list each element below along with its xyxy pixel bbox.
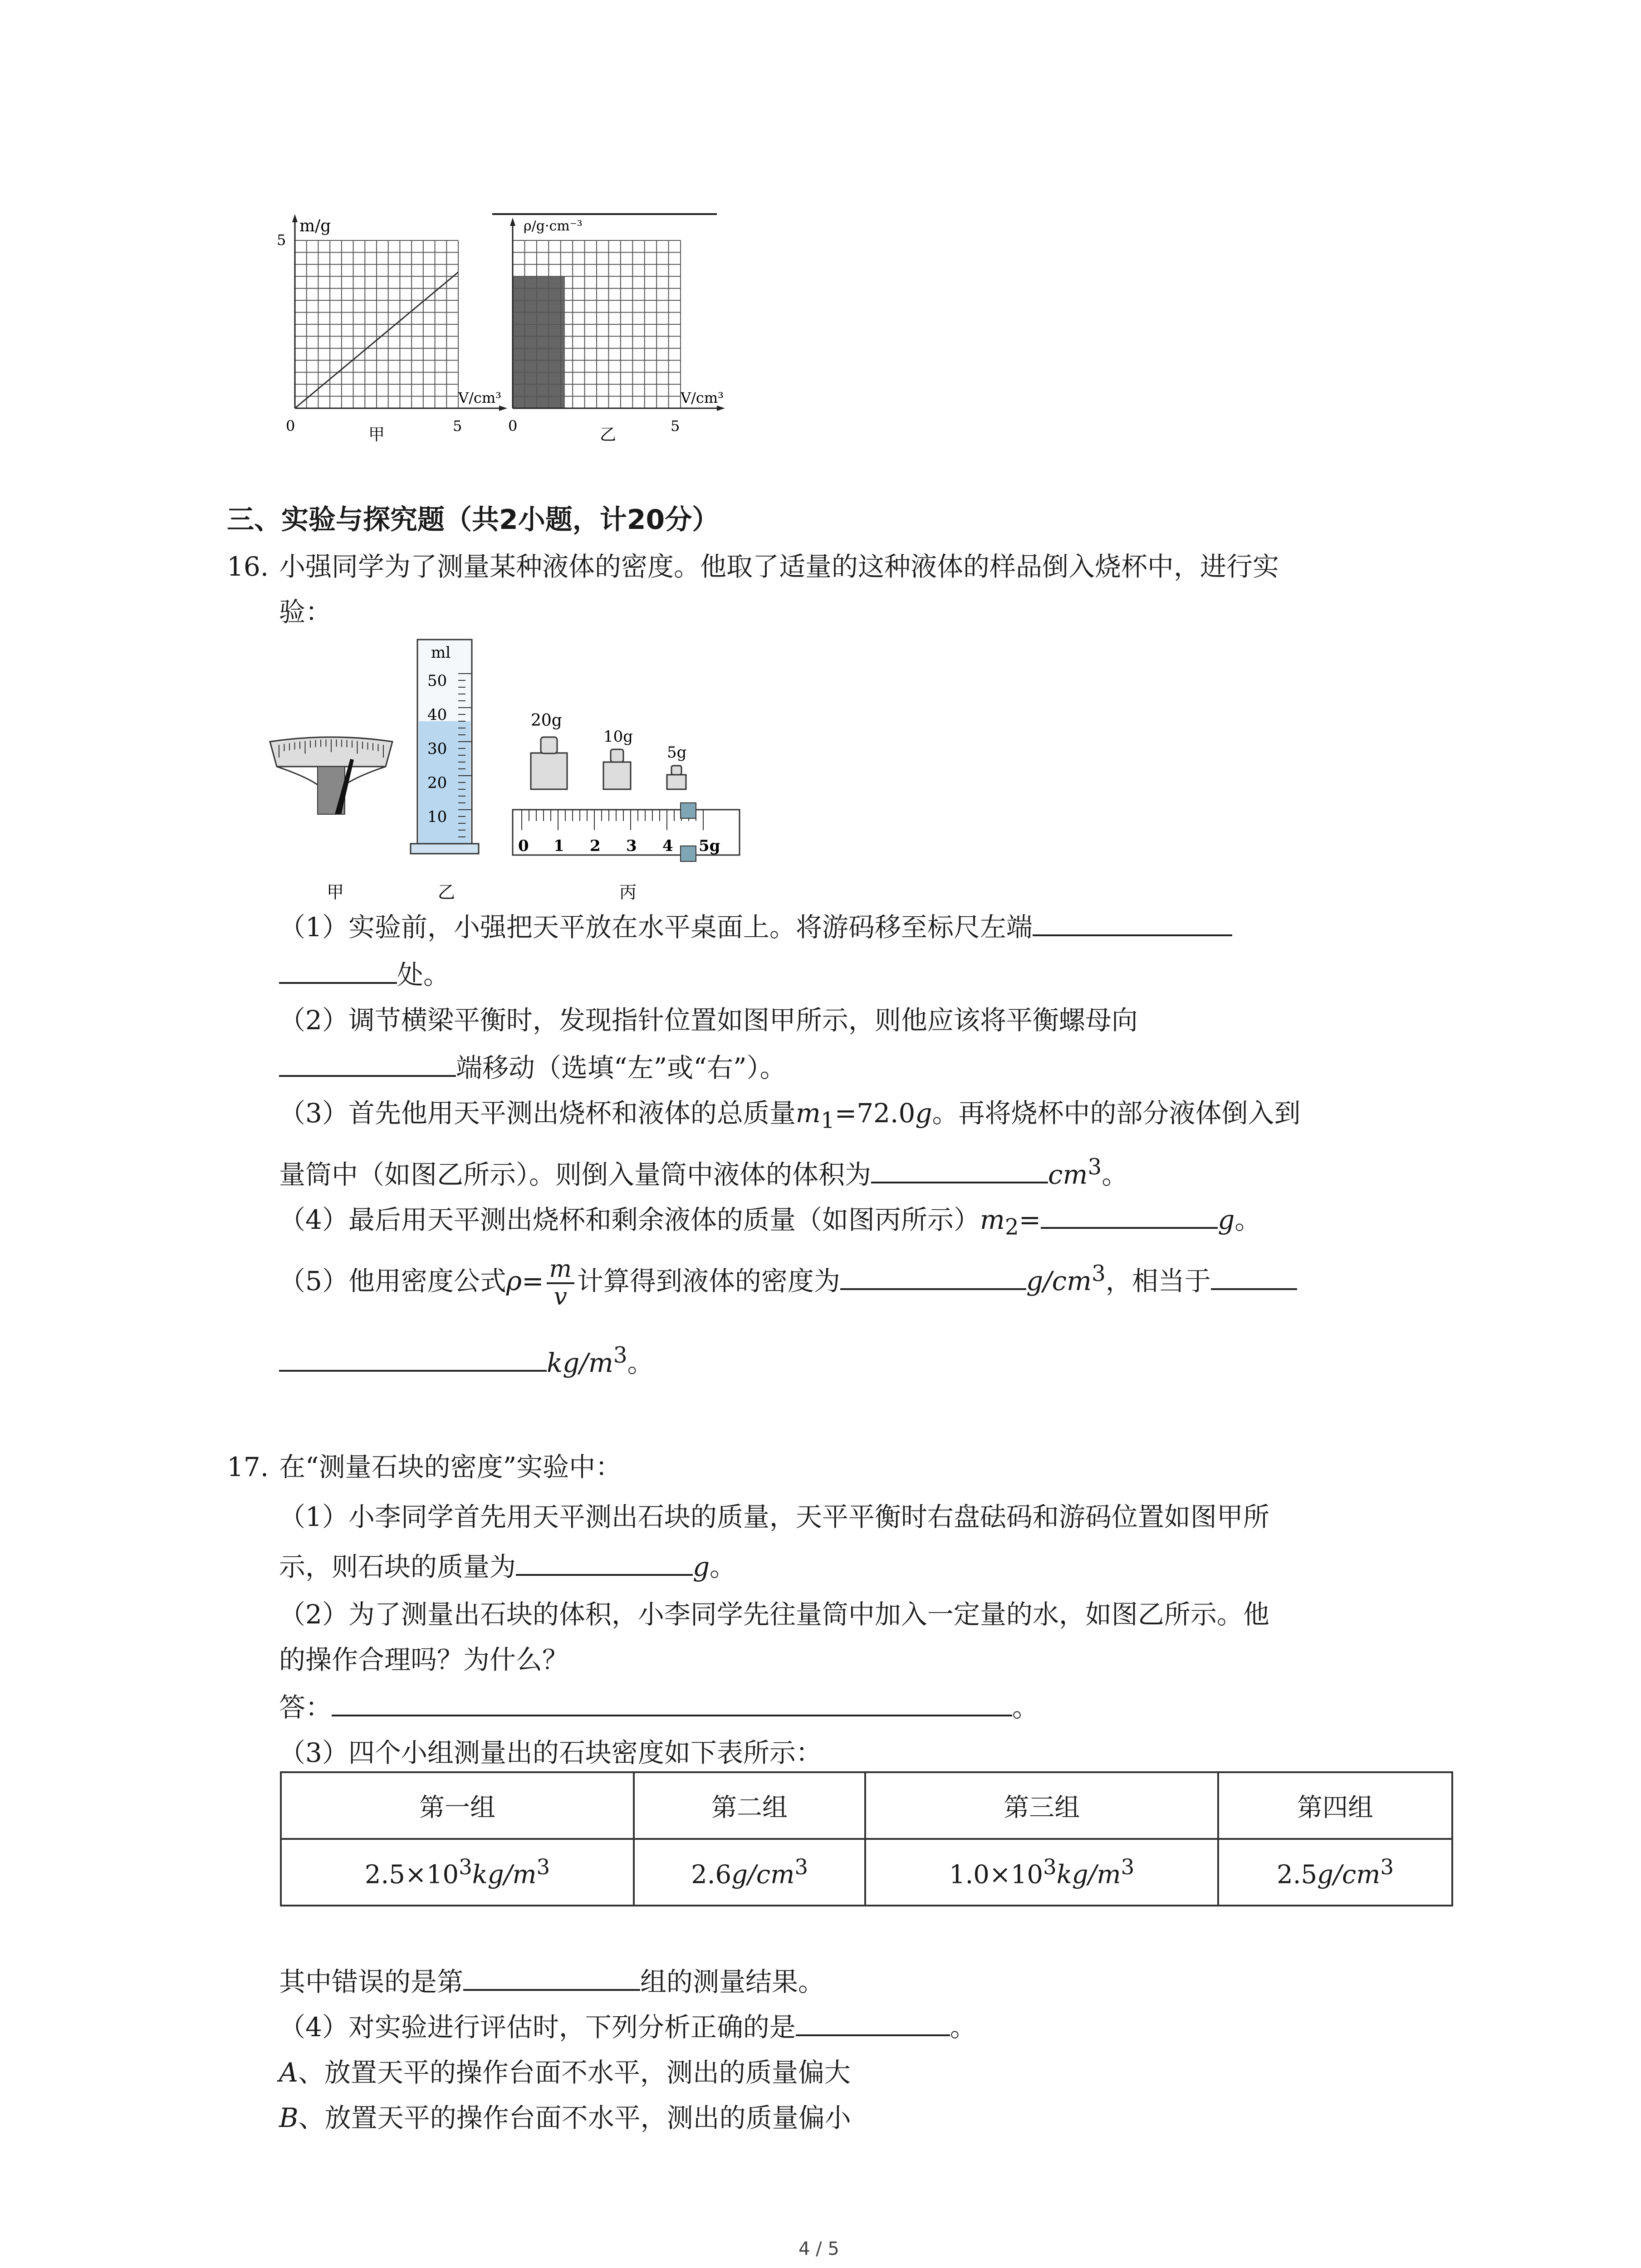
cell-unit: g/cm	[731, 1860, 795, 1890]
q16-part5-unit2: kg/m	[547, 1347, 613, 1378]
cell-value: 1.0×10	[949, 1860, 1043, 1890]
q16-part3-m1: m	[795, 1098, 821, 1129]
table-header-cell: 第一组	[281, 1772, 634, 1839]
q16-part1-blank-cont[interactable]	[279, 982, 397, 984]
q17-part3-after	[279, 1966, 824, 1998]
q16-part1-end: 处。	[397, 959, 450, 990]
q17-stem: 在“测量石块的密度”实验中：	[279, 1452, 622, 1482]
scale-tick-5g: 5g	[699, 837, 720, 855]
graph-yi-y-label: ρ/g·cm⁻³	[524, 218, 583, 234]
q16-part5-blank2[interactable]	[1211, 1288, 1297, 1290]
q16-part4-unit-g: g	[1218, 1204, 1235, 1235]
weight-10g-label: 10g	[603, 728, 633, 746]
q16-part5-blank2-cont[interactable]	[279, 1369, 547, 1372]
weights-and-scale	[513, 711, 740, 861]
q17-part1-text2: 示，则石块的质量为	[279, 1551, 516, 1582]
table-header-cell: 第二组	[634, 1772, 865, 1839]
q16-part5-text3: ，相当于	[1105, 1266, 1211, 1297]
q17-part4-blank[interactable]	[796, 2034, 950, 2036]
graph-yi-y-arrow	[510, 218, 515, 226]
q17-part1-blank[interactable]	[516, 1574, 693, 1576]
measuring-cylinder	[411, 640, 479, 854]
table-header-cell: 第四组	[1218, 1772, 1452, 1839]
graph-yi-caption: 乙	[600, 425, 617, 444]
q16-fig-caption-jia: 甲	[327, 882, 344, 902]
graph-yi-shaded-area	[513, 277, 565, 408]
cylinder-unit: ml	[431, 644, 451, 662]
weight-10g	[603, 762, 631, 789]
cell-unit-sup: 3	[794, 1855, 808, 1880]
q16-part5-frac-num: m	[547, 1256, 574, 1284]
q16-part4	[279, 1204, 1261, 1241]
cell-unit: kg/m	[472, 1860, 537, 1890]
cell-unit-sup: 3	[536, 1855, 550, 1880]
q16-part4-m2-sub: 2	[1004, 1214, 1019, 1240]
page-number: 4 / 5	[798, 2239, 839, 2259]
graph-jia-y-label: m/g	[299, 217, 331, 235]
cylinder-tick-20: 20	[427, 774, 447, 792]
q16-part5-blank1[interactable]	[840, 1288, 1026, 1290]
q16-part3-text: （3）首先他用天平测出烧杯和液体的总质量	[279, 1098, 796, 1129]
q16-part4-end: 。	[1234, 1204, 1261, 1235]
q16-stem-line1: 小强同学为了测量某种液体的密度。他取了适量的这种液体的样品倒入烧杯中，进行实	[279, 551, 1279, 582]
section-title: 三、实验与探究题（共2小题，计20分）	[227, 504, 720, 536]
q17-option-b	[279, 2102, 851, 2134]
cell-unit: g/cm	[1317, 1860, 1381, 1890]
cell-exp: 3	[1043, 1855, 1057, 1880]
cylinder-tick-10: 10	[427, 808, 447, 826]
q16-part3-text2: 。再将烧杯中的部分液体倒入到	[932, 1098, 1301, 1129]
graph-jia-grid	[295, 240, 458, 408]
graph-jia-y-arrow	[292, 214, 298, 222]
q17-part4-text: （4）对实验进行评估时，下列分析正确的是	[279, 2012, 796, 2043]
q16-part5-unit: g/cm	[1026, 1266, 1092, 1297]
q17-part2: （2）为了测量出石块的体积，小李同学先往量筒中加入一定量的水，如图乙所示。他	[279, 1599, 1269, 1630]
q16-fig-caption-yi: 乙	[438, 882, 456, 902]
graph-jia-caption: 甲	[368, 425, 385, 444]
density-results-table	[280, 1771, 1453, 1906]
q16-part3	[279, 1098, 1301, 1134]
graph-jia-y-max: 5	[277, 231, 286, 249]
cell-value: 2.5	[1277, 1860, 1318, 1890]
q16-part3-value: =72.0	[834, 1098, 916, 1129]
balance-pointer-dial	[270, 737, 392, 814]
q16-part3-text3: 量筒中（如图乙所示）。则倒入量筒中液体的体积为	[279, 1159, 872, 1190]
q16-part1	[279, 912, 1232, 943]
rider-bottom	[681, 846, 696, 861]
q16-part5-cont	[279, 1343, 654, 1379]
cell-unit-sup: 3	[1121, 1855, 1135, 1880]
cell-value: 2.6	[691, 1860, 732, 1890]
q16-part3-unit-cm: cm	[1048, 1159, 1088, 1190]
q16-stem-line2: 验：	[279, 596, 332, 627]
q16-part3-m1-sub: 1	[820, 1108, 835, 1134]
table-cell-group4	[1218, 1839, 1452, 1906]
q16-part3-end: 。	[1102, 1159, 1128, 1190]
table-cell-group3	[865, 1839, 1218, 1906]
q17-part3: （3）四个小组测量出的石块密度如下表所示：	[279, 1737, 822, 1768]
graph-yi-x-label: V/cm³	[681, 389, 724, 406]
q16-part3-unit-g: g	[915, 1098, 932, 1129]
weight-5g	[667, 775, 686, 789]
weight-5g-label: 5g	[667, 743, 687, 762]
q16-part5-frac-den: v	[554, 1283, 567, 1311]
q16-part5-unit-sup: 3	[1092, 1261, 1106, 1286]
scale-tick-4: 4	[662, 837, 673, 855]
q16-part4-blank[interactable]	[1041, 1227, 1218, 1229]
option-b-text: 、放置天平的操作台面不水平，测出的质量偏小	[298, 2102, 851, 2133]
q17-part4-end: 。	[950, 2012, 976, 2043]
q16-part5-text2: 计算得到液体的密度为	[577, 1266, 840, 1297]
q17-part2-answer-label: 答：	[279, 1692, 332, 1723]
q16-part5-unit2-sup: 3	[613, 1343, 627, 1368]
scale-tick-2: 2	[590, 837, 601, 855]
q17-part1-end: 。	[710, 1551, 736, 1582]
cell-unit-sup: 3	[1380, 1855, 1394, 1880]
q16-part5-text: （5）他用密度公式	[279, 1266, 506, 1297]
cell-value: 2.5×10	[364, 1860, 459, 1890]
q17-number: 17.	[227, 1452, 269, 1482]
graph-yi-x-max: 5	[671, 417, 680, 435]
table-header-cell: 第三组	[865, 1772, 1218, 1839]
table-cell-group2	[634, 1839, 865, 1906]
option-b-letter: B	[279, 2102, 299, 2133]
q16-part2-cont	[279, 1052, 786, 1084]
cell-unit: kg/m	[1056, 1860, 1121, 1890]
q17-part3-after-text: 其中错误的是第	[279, 1966, 464, 1997]
cylinder-tick-30: 30	[427, 740, 447, 758]
q16-part3-unit-sup: 3	[1087, 1154, 1102, 1180]
cell-exp: 3	[459, 1855, 472, 1880]
q16-figure	[268, 631, 762, 912]
q16-part4-m2: m	[980, 1204, 1005, 1235]
graph-yi	[481, 200, 744, 454]
q16-part4-text: （4）最后用天平测出烧杯和剩余液体的质量（如图丙所示）	[279, 1204, 980, 1235]
q16-part3-blank[interactable]	[871, 1181, 1048, 1183]
q17-part3-blank[interactable]	[463, 1989, 640, 1991]
q17-part4	[279, 2012, 976, 2043]
q17-part2-cont: 的操作合理吗？为什么？	[279, 1644, 569, 1675]
q17-part1-cont	[279, 1551, 736, 1583]
scale-tick-1: 1	[554, 837, 564, 855]
graph-yi-origin: 0	[508, 417, 518, 435]
q16-part2-end: 端移动（选填“左”或“右”）。	[456, 1052, 786, 1083]
q16-part5-rho: ρ=	[506, 1266, 544, 1297]
q17-part1-unit-g: g	[693, 1551, 710, 1582]
q17-part2-answer	[279, 1692, 1038, 1724]
table-row	[281, 1839, 1452, 1906]
scale-tick-3: 3	[626, 837, 637, 855]
cylinder-tick-40: 40	[427, 706, 447, 724]
table-cell-group1	[281, 1839, 634, 1906]
scale-tick-0: 0	[518, 837, 529, 855]
q17-part2-blank[interactable]	[332, 1714, 1012, 1716]
graph-jia-x-max: 5	[453, 417, 462, 435]
q16-part4-eq: =	[1019, 1204, 1041, 1235]
q16-fig-caption-bing: 丙	[619, 882, 637, 902]
q16-part2-blank[interactable]	[279, 1075, 456, 1077]
q17-part2-end: 。	[1012, 1692, 1039, 1723]
q17-part3-after-end: 组的测量结果。	[640, 1966, 825, 1997]
q16-part3-cont	[279, 1154, 1128, 1191]
q16-part1-blank[interactable]	[1033, 934, 1232, 936]
graph-jia-x-label: V/cm³	[458, 389, 501, 406]
table-header-row	[281, 1772, 1452, 1839]
q16-part5-end: 。	[627, 1347, 654, 1378]
q16-part2: （2）调节横梁平衡时，发现指针位置如图甲所示，则他应该将平衡螺母向	[279, 1005, 1138, 1036]
q17-part1: （1）小李同学首先用天平测出石块的质量，天平平衡时右盘砝码和游码位置如图甲所	[279, 1501, 1269, 1532]
q16-part1-cont	[279, 959, 450, 991]
q16-part5	[279, 1256, 1297, 1310]
weight-20g-label: 20g	[531, 711, 562, 730]
weight-20g	[531, 753, 567, 789]
q16-number: 16.	[227, 551, 269, 582]
graph-jia-origin: 0	[286, 417, 295, 435]
option-a-letter: A	[279, 2057, 298, 2088]
q17-option-a	[279, 2057, 851, 2089]
q16-part1-text: （1）实验前，小强把天平放在水平桌面上。将游码移至标尺左端	[279, 912, 1033, 943]
q16-part5-fraction	[547, 1256, 574, 1310]
option-a-text: 、放置天平的操作台面不水平，测出的质量偏大	[298, 2057, 851, 2088]
cylinder-tick-50: 50	[427, 672, 447, 690]
rider-top	[681, 803, 696, 818]
